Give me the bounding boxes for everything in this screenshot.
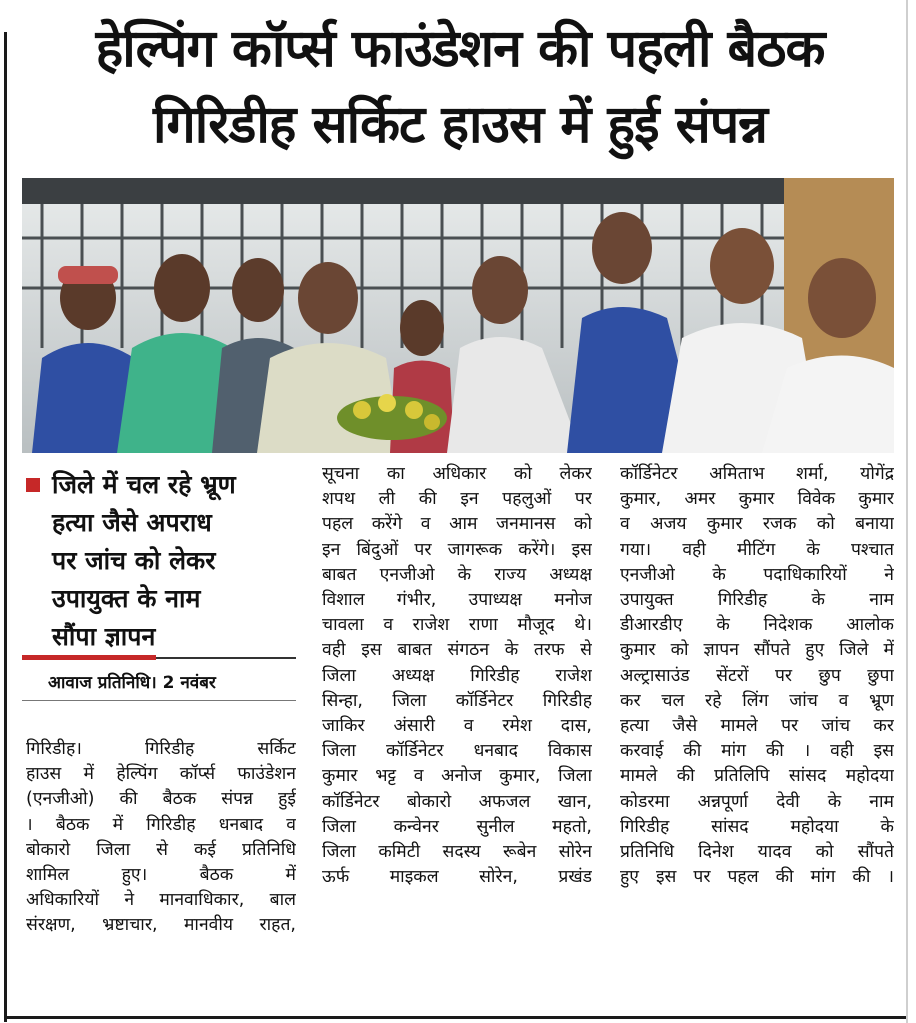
column-line: व अजय कुमार रजक को बनाया — [620, 514, 894, 535]
column-line: शामिल हुए। बैठक में — [26, 865, 296, 886]
column-line: शपथ ली की इन पहलुओं पर — [322, 489, 592, 510]
column-line: डीआरडीए के निदेशक आलोक — [620, 615, 894, 636]
column-line: कुमार को ज्ञापन सौंपते हुए जिले में — [620, 640, 894, 661]
column-line: गिरिडीह सांसद महोदया के — [620, 816, 894, 837]
column-line: सिन्हा, जिला कॉर्डिनेटर गिरिडीह — [322, 690, 592, 711]
news-photo — [22, 178, 894, 453]
sub-headline-line: सौंपा ज्ञापन — [52, 622, 156, 651]
headline-line-2: गिरिडीह सर्किट हाउस में हुई संपन्न — [153, 95, 767, 155]
sub-headline-line: पर जांच को लेकर — [52, 546, 216, 575]
sub-headline-line: हत्या जैसे अपराध — [52, 508, 212, 537]
column-line: कुमार भट्ट व अनोज कुमार, जिला — [322, 766, 592, 787]
column-line: करवाई की मांग की । वही इस — [620, 741, 894, 762]
column-line: हाउस में हेल्पिंग कॉर्प्स फाउंडेशन — [26, 764, 296, 785]
sub-headline-red-bar — [22, 655, 156, 660]
column-line: कॉर्डिनेटर बोकारो अफजल खान, — [322, 791, 592, 812]
article-column-3 — [620, 462, 894, 890]
column-line: मामले की प्रतिलिपि सांसद महोदया — [620, 766, 894, 787]
sub-headline-line: उपायुक्त के नाम — [52, 584, 201, 613]
column-line: जिला कन्वेनर सुनील महतो, — [322, 816, 592, 837]
column-line: जाकिर अंसारी व रमेश दास, — [322, 716, 592, 737]
bottom-rule — [6, 1016, 906, 1019]
column-line: बोकारो जिला से कई प्रतिनिधि — [26, 839, 296, 860]
column-line: अल्ट्रासाउंड सेंटरों पर छुप छुपा — [620, 665, 894, 686]
column-line: (एनजीओ) की बैठक संपन्न हुई — [26, 789, 296, 810]
column-line: एनजीओ के पदाधिकारियों ने — [620, 564, 894, 585]
column-line: विशाल गंभीर, उपाध्यक्ष मनोज — [322, 590, 592, 611]
column-line: बाबत एनजीओ के राज्य अध्यक्ष — [322, 564, 592, 585]
column-line: कुमार, अमर कुमार विवेक कुमार — [620, 489, 894, 510]
column-line: ऊर्फ माइकल सोरेन, प्रखंड — [322, 867, 592, 888]
column-line: । बैठक में गिरिडीह धनबाद व — [26, 814, 296, 835]
article-column-1 — [26, 737, 296, 939]
left-column-rule — [4, 32, 7, 1022]
column-line: कोडरमा अन्नपूर्णा देवी के नाम — [620, 791, 894, 812]
column-line: गिरिडीह। गिरिडीह सर्किट — [26, 739, 296, 759]
headline-line-1: हेल्पिंग कॉर्प्स फाउंडेशन की पहली बैठक — [95, 19, 825, 79]
column-line: चावला व राजेश राणा मौजूद थे। — [322, 615, 592, 636]
column-line: कर चल रहे लिंग जांच व भ्रूण — [620, 690, 894, 711]
column-line: अधिकारियों ने मानवाधिकार, बाल — [26, 890, 296, 911]
sub-headline-text — [52, 466, 302, 656]
column-line: कॉर्डिनेटर अमिताभ शर्मा, योगेंद्र — [620, 464, 894, 484]
column-line: उपायुक्त गिरिडीह के नाम — [620, 590, 894, 611]
column-line: गया। वही मीटिंग के पश्चात — [620, 539, 894, 560]
column-line: जिला कमिटी सदस्य रूबेन सोरेन — [322, 842, 592, 863]
column-line: इन बिंदुओं पर जागरूक करेंगे। इस — [322, 539, 592, 560]
byline: आवाज प्रतिनिधि। 2 नवंबर — [48, 673, 216, 693]
column-line: जिला अध्यक्ष गिरिडीह राजेश — [322, 665, 592, 686]
sub-headline-line: जिले में चल रहे भ्रूण — [52, 470, 236, 499]
column-line: संरक्षण, भ्रष्टाचार, मानवीय राहत, — [26, 915, 296, 936]
column-line: पहल करेंगे व आम जनमानस को — [322, 514, 592, 535]
column-line: वही इस बाबत संगठन के तरफ से — [322, 640, 592, 661]
byline-rule — [22, 700, 296, 701]
column-line: जिला कॉर्डिनेटर धनबाद विकास — [322, 741, 592, 762]
article-column-2 — [322, 462, 592, 890]
column-line: हत्या जैसे मामले पर जांच कर — [620, 716, 894, 737]
right-page-edge — [906, 0, 908, 1023]
column-line: प्रतिनिधि दिनेश यादव को सौंपते — [620, 842, 894, 863]
column-line: सूचना का अधिकार को लेकर — [322, 464, 592, 484]
sub-headline-bullet — [26, 478, 40, 492]
sub-headline-divider — [156, 657, 296, 659]
column-line: हुए इस पर पहल की मांग की । — [620, 867, 894, 888]
